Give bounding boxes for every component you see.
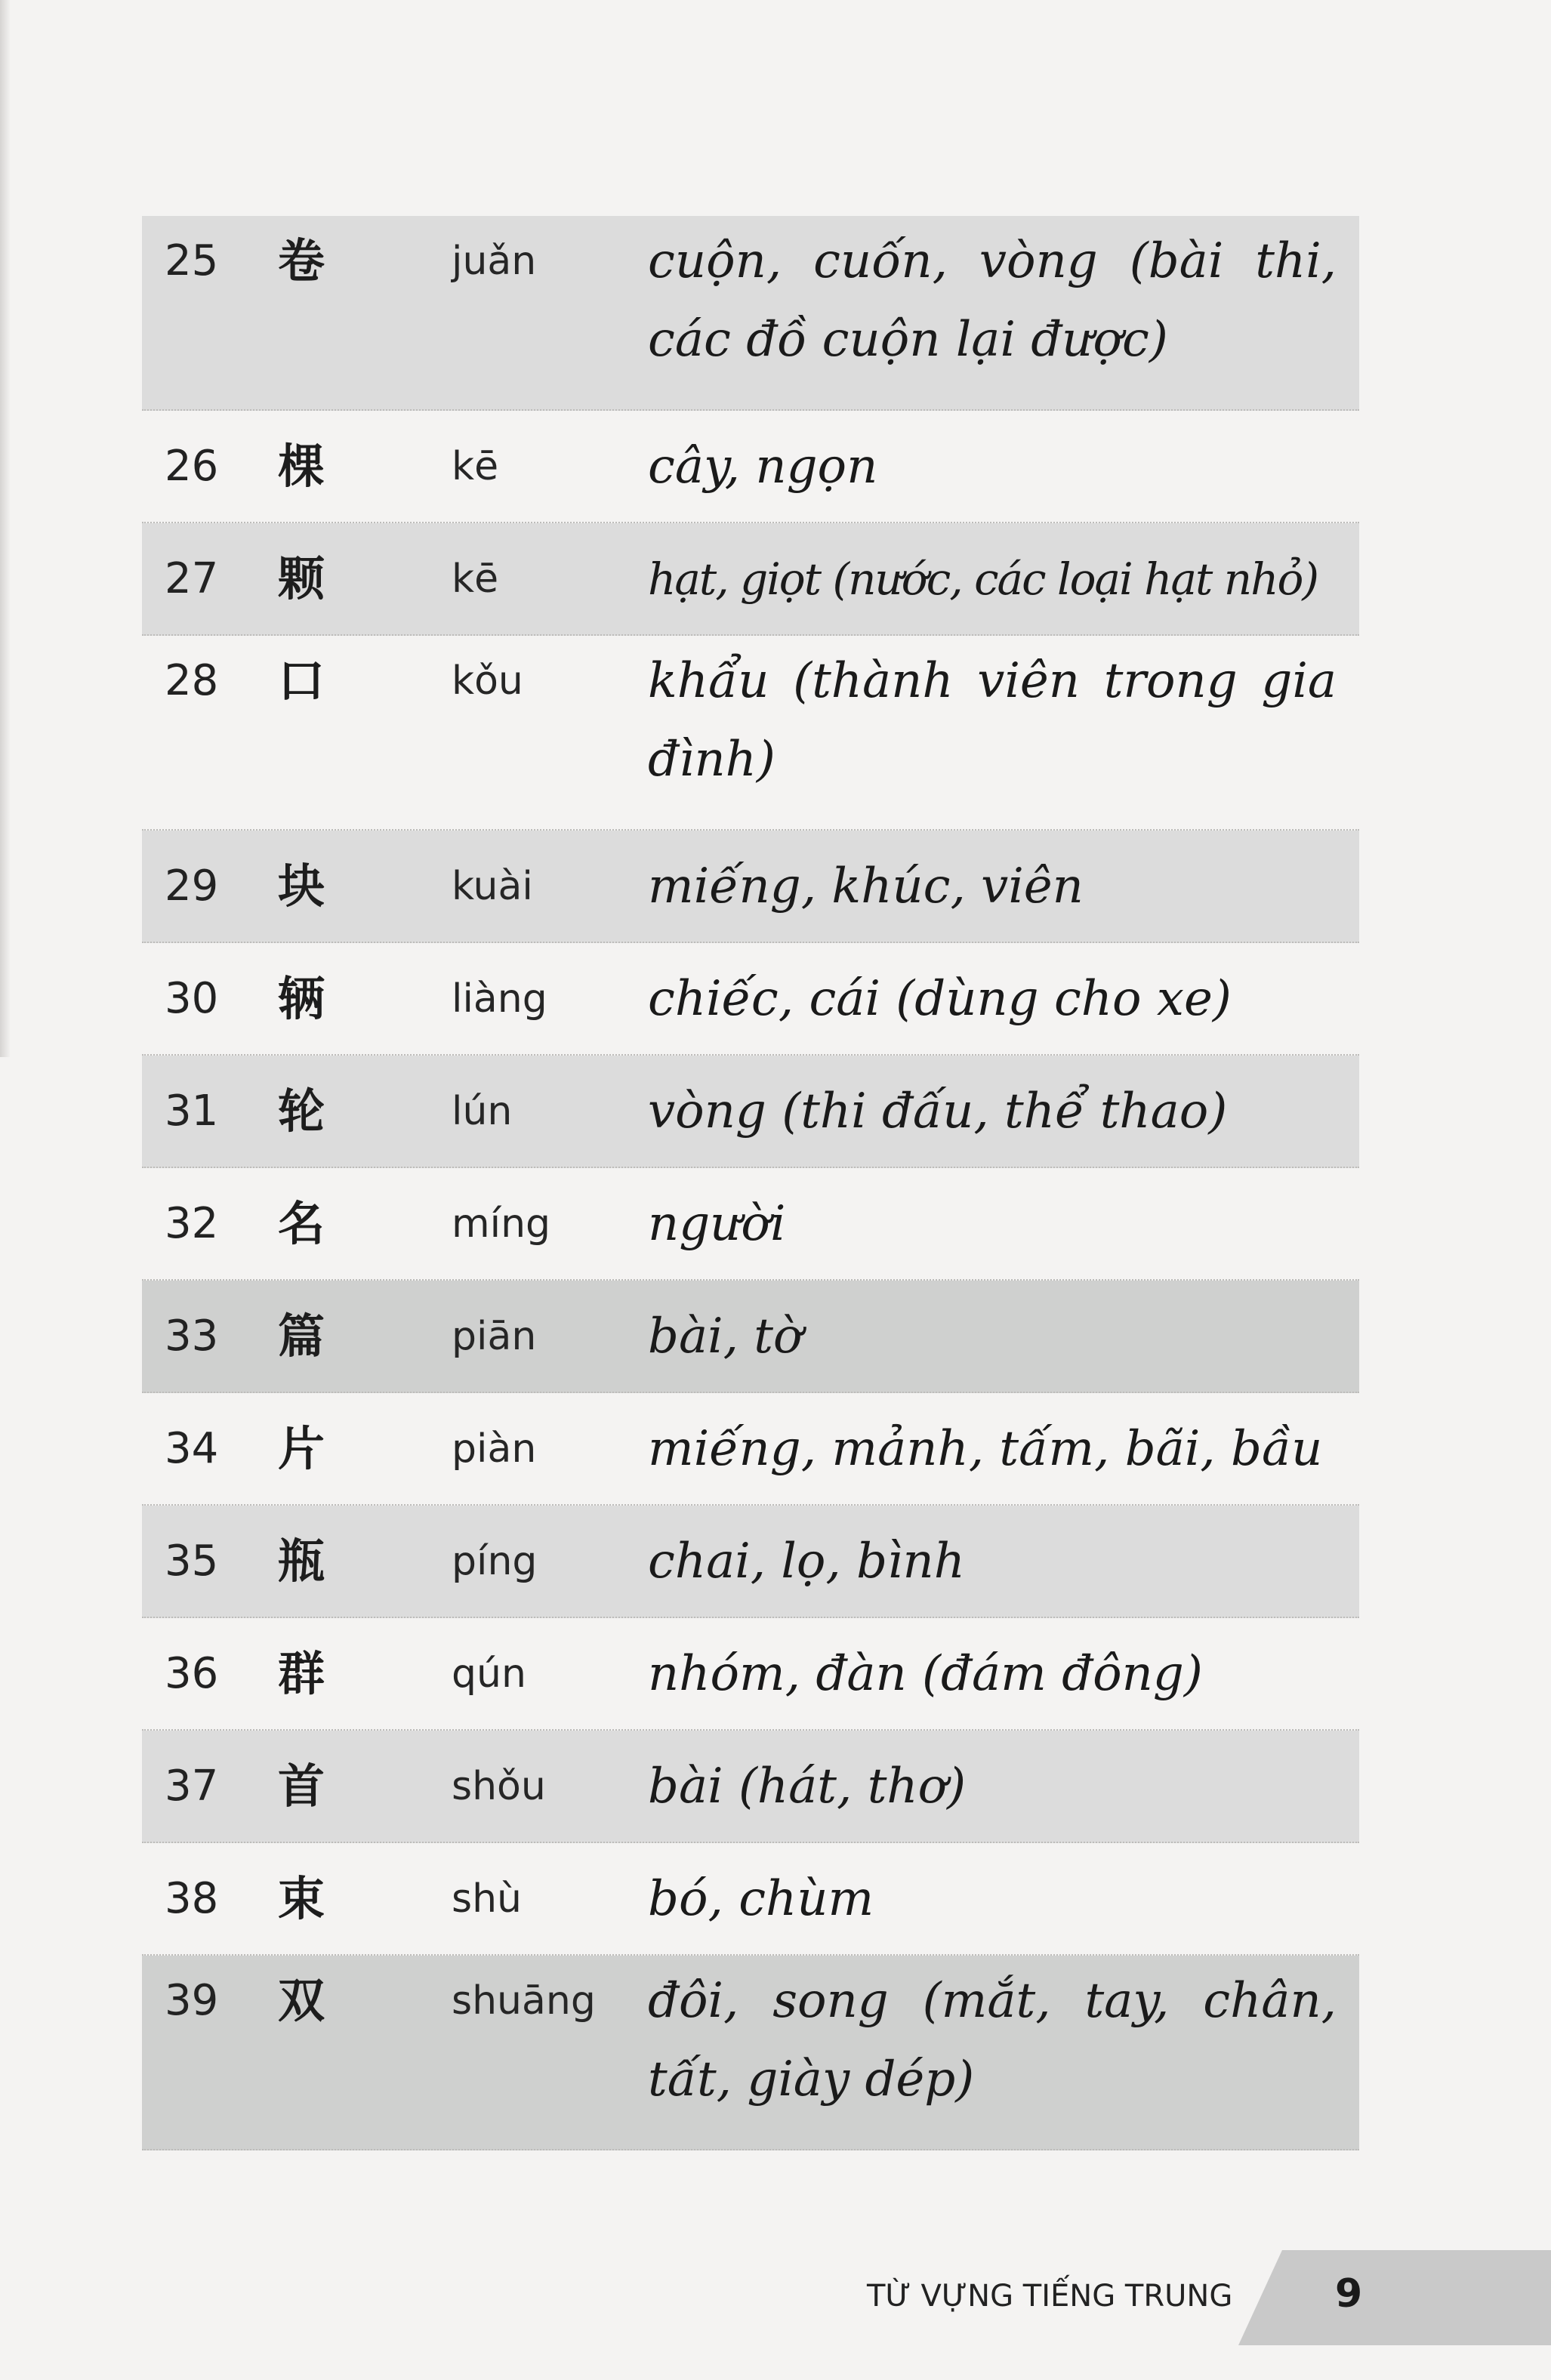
row-number: 38: [165, 1873, 219, 1923]
row-number: 37: [165, 1761, 219, 1811]
table-row: [142, 523, 1359, 636]
meaning: khẩu (thành viên trong gia đình): [648, 653, 1337, 788]
hanzi: 束: [278, 1870, 325, 1926]
hanzi: 轮: [278, 1083, 325, 1139]
table-row: [142, 1506, 1359, 1618]
meaning: chiếc, cái (dùng cho xe): [648, 970, 1232, 1027]
table-row: [142, 1393, 1359, 1506]
meaning: chai, lọ, bình: [648, 1533, 965, 1589]
meaning: đôi, song (mắt, tay, chân, tất, giày dép): [648, 1973, 1337, 2107]
footer-book-title: TỪ VỰNG TIẾNG TRUNG: [867, 2279, 1233, 2314]
table-row: [142, 943, 1359, 1056]
row-number: 33: [165, 1311, 219, 1361]
row-number: 25: [165, 236, 219, 285]
pinyin: míng: [452, 1201, 551, 1247]
vocabulary-table: [142, 216, 1359, 2150]
row-number: 28: [165, 656, 219, 705]
hanzi: 块: [278, 858, 325, 914]
meaning: vòng (thi đấu, thể thao): [648, 1083, 1228, 1139]
table-row: [142, 216, 1359, 411]
meaning: nhóm, đàn (đám đông): [648, 1645, 1203, 1702]
hanzi: 名: [278, 1195, 325, 1251]
pinyin: kē: [452, 556, 499, 602]
table-row: [142, 831, 1359, 943]
meaning: bó, chùm: [648, 1870, 874, 1927]
pinyin: shǒu: [452, 1763, 546, 1809]
pinyin: piàn: [452, 1426, 537, 1472]
table-row: [142, 1056, 1359, 1168]
row-number: 31: [165, 1086, 219, 1136]
hanzi: 篇: [278, 1308, 325, 1364]
row-number: 27: [165, 553, 219, 603]
pinyin: piān: [452, 1313, 537, 1359]
meaning: miếng, khúc, viên: [648, 858, 1084, 914]
hanzi: 片: [278, 1420, 325, 1476]
pinyin: liàng: [452, 976, 547, 1022]
pinyin: shuāng: [452, 1978, 596, 2024]
pinyin: kē: [452, 443, 499, 489]
row-number: 35: [165, 1536, 219, 1586]
hanzi: 棵: [278, 438, 325, 494]
pinyin: shù: [452, 1876, 523, 1922]
table-row: [142, 1956, 1359, 2150]
pinyin: píng: [452, 1538, 538, 1584]
row-number: 39: [165, 1976, 219, 2025]
row-number: 30: [165, 973, 219, 1023]
meaning: bài, tờ: [648, 1308, 803, 1364]
hanzi: 辆: [278, 970, 325, 1026]
meaning: miếng, mảnh, tấm, bãi, bầu: [648, 1420, 1323, 1477]
pinyin: kǒu: [452, 658, 523, 704]
row-number: 34: [165, 1423, 219, 1473]
pinyin: juǎn: [452, 239, 537, 284]
pinyin: lún: [452, 1088, 513, 1134]
meaning: bài (hát, thơ): [648, 1758, 967, 1814]
row-number: 26: [165, 441, 219, 491]
table-row: [142, 411, 1359, 523]
meaning: người: [648, 1195, 786, 1252]
table-row: [142, 1281, 1359, 1393]
hanzi: 首: [278, 1758, 325, 1814]
table-row: [142, 636, 1359, 831]
hanzi: 口: [278, 653, 325, 708]
row-number: 32: [165, 1198, 219, 1248]
row-number: 29: [165, 861, 219, 911]
footer-band: [1238, 2250, 1551, 2345]
page-edge-shadow: [0, 0, 11, 1057]
table-row: [142, 1168, 1359, 1281]
pinyin: kuài: [452, 863, 533, 909]
meaning: cuộn, cuốn, vòng (bài thi, các đồ cuộn lại được): [648, 233, 1337, 368]
table-row: [142, 1731, 1359, 1843]
table-row: [142, 1618, 1359, 1731]
hanzi: 瓶: [278, 1533, 325, 1589]
page-number: 9: [1335, 2271, 1363, 2317]
meaning: hạt, giọt (nước, các loại hạt nhỏ): [648, 553, 1318, 605]
table-row: [142, 1843, 1359, 1956]
pinyin: qún: [452, 1651, 526, 1697]
hanzi: 双: [278, 1973, 325, 2028]
hanzi: 卷: [278, 233, 325, 288]
meaning: cây, ngọn: [648, 438, 878, 495]
hanzi: 群: [278, 1645, 325, 1701]
hanzi: 颗: [278, 550, 325, 606]
row-number: 36: [165, 1648, 219, 1698]
